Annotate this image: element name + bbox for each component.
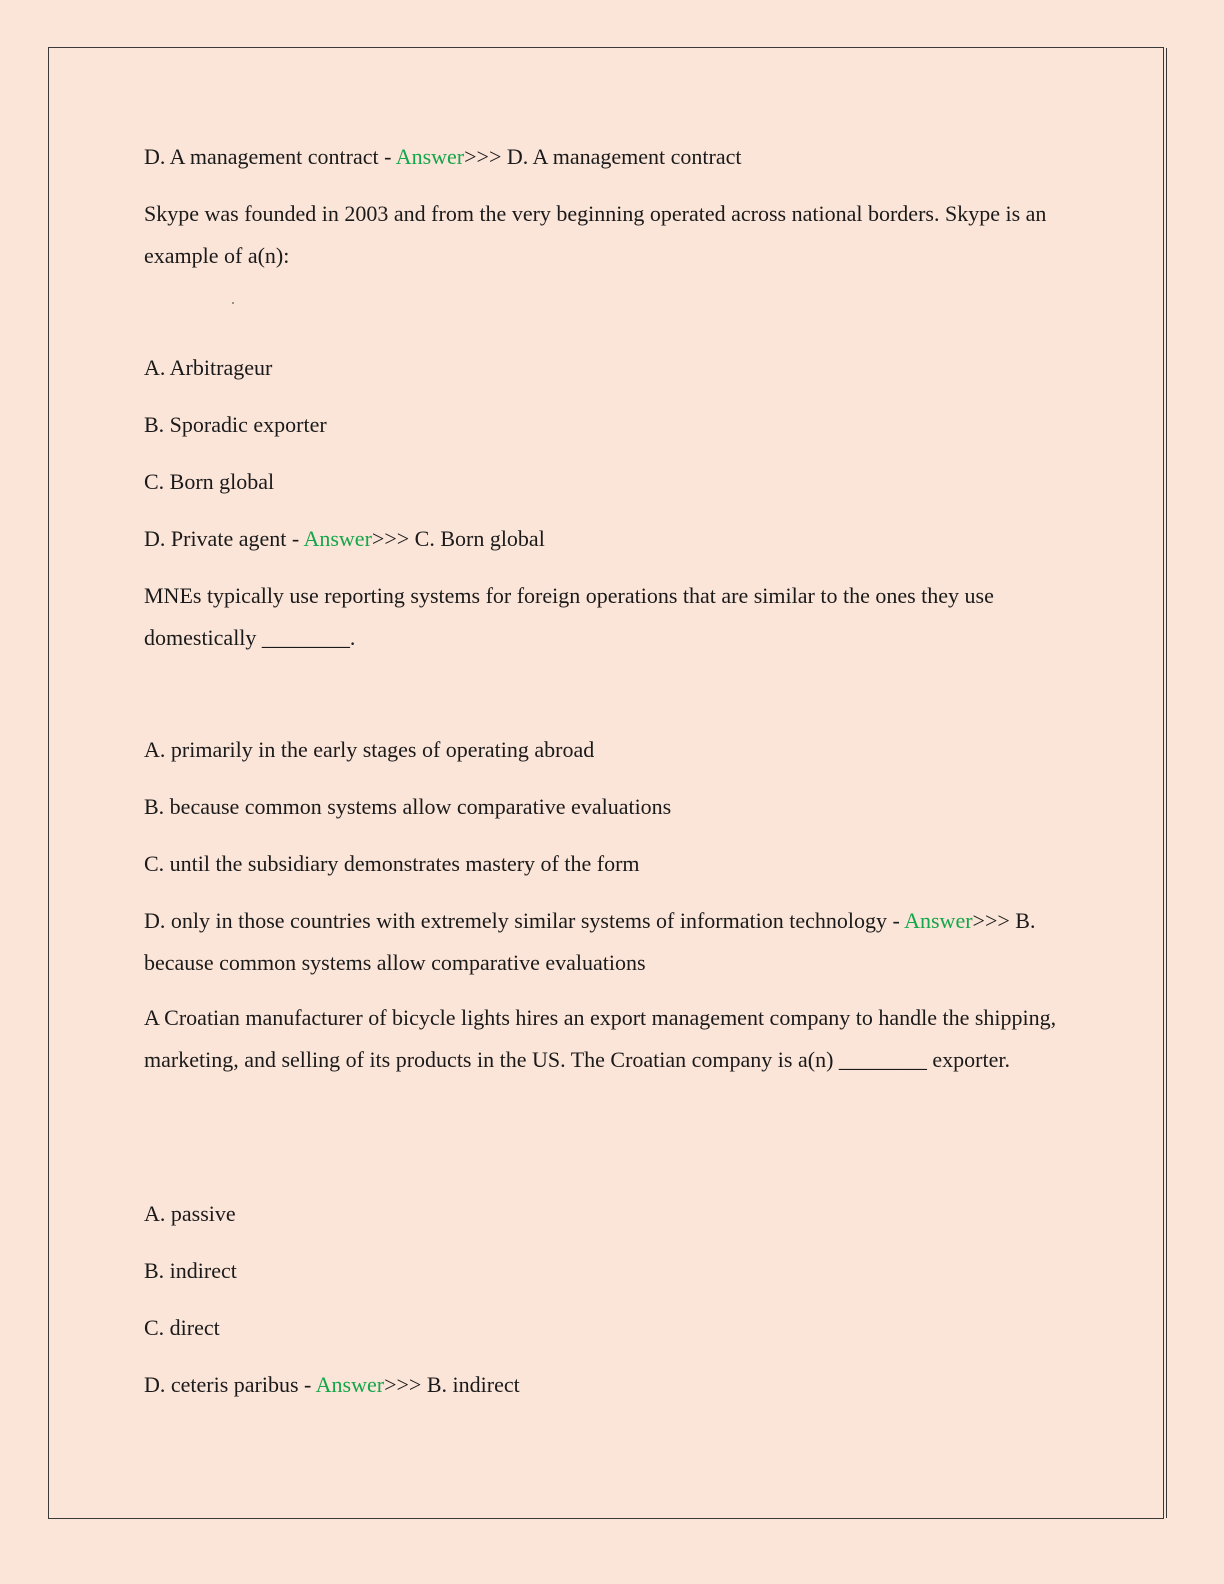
answer-label: Answer (315, 1372, 385, 1397)
stray-dot (232, 302, 234, 304)
option-b: B. Sporadic exporter (144, 412, 327, 437)
option-text: D. only in those countries with extremely similar systems of information technology - (144, 908, 905, 933)
option-a: A. primarily in the early stages of operating abroad (144, 737, 595, 762)
answer-text: D. A management contract (506, 144, 742, 169)
question-croatian: A Croatian manufacturer of bicycle lights hires an export management company to handle the shipping, marketing, and selling of its products in the US. The Croatian company is a(n) ________ exporter. (144, 1005, 1057, 1072)
option-c: C. Born global (144, 469, 275, 494)
answer-label: Answer (904, 908, 973, 933)
option-text: D. A management contract - (144, 144, 396, 169)
answer-text: C. Born global (414, 526, 545, 551)
answer-line-mnes (144, 900, 1084, 983)
answer-arrow: >>> (972, 908, 1016, 933)
answer-arrow: >>> (371, 526, 415, 551)
question-skype: Skype was founded in 2003 and from the very beginning operated across national borders. Skype is an example of a(n): (144, 201, 1047, 268)
option-text: D. ceteris paribus - (144, 1372, 316, 1397)
answer-text: B. because common systems allow comparative evaluations (144, 908, 1036, 975)
option-text: D. Private agent - (144, 526, 304, 551)
answer-label: Answer (303, 526, 372, 551)
option-b: B. because common systems allow comparative evaluations (144, 794, 672, 819)
answer-text: B. indirect (426, 1372, 520, 1397)
option-c: C. direct (144, 1315, 220, 1340)
option-b: B. indirect (144, 1258, 237, 1283)
answer-line-skype (144, 518, 545, 559)
answer-label: Answer (395, 144, 465, 169)
question-mnes: MNEs typically use reporting systems for foreign operations that are similar to the ones they use domestically ________. (144, 583, 994, 650)
option-a: A. Arbitrageur (144, 355, 273, 380)
option-a: A. passive (144, 1201, 236, 1226)
answer-arrow: >>> (464, 144, 507, 169)
option-c: C. until the subsidiary demonstrates mastery of the form (144, 851, 640, 876)
answer-line-management-contract (144, 136, 741, 177)
answer-line-croatian (144, 1364, 520, 1405)
answer-arrow: >>> (384, 1372, 427, 1397)
